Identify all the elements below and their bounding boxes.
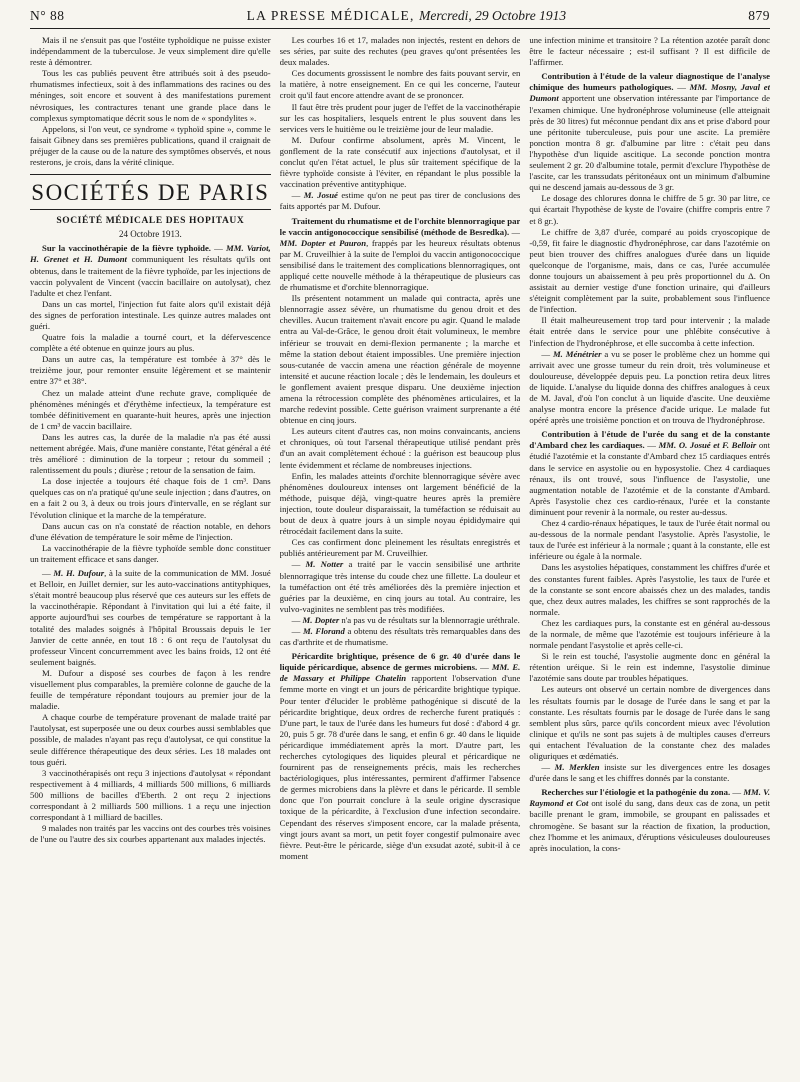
article-entry: Péricardite brightique, présence de 6 gr. 40 d'urée dans le liquide péricardique, absence de germes microbiens. — MM. E. de Massary et Philippe Chatelin rapportent l'observation d'une femme morte en vingt et un jours de péricardite brightique typique. Pour tenter d'élucider le problème pathogénique si discuté de la péricardite brightique, deux ordres de recherche furent pratiqués : D'une part, le taux de l'urée dans les humeurs fut dosé : d'abord 4 gr. 20, puis 5 gr. 78 d'urée dans le sang, et enfin 6 gr. 40 dans le liquide péricardique immédiatement après la mort. D'autre part, les recherches cytologiques des liquides pleural et péricardique ne fournirent pas de renseignements précis, mais les recherches bactériologiques, plus intéressantes, permirent d'affirmer l'absence de germes microbiens dans la plèvre et dans le péricarde. Il semble donc que l'on pourrait conclure à la seule origine dyscrasique toxique de la péricardite, à l'exclusion d'une infection secondaire. Cependant des réserves s'imposent encore, car la malade présenta, vingt jours avant sa mort, un petit foyer congestif pulmonaire avec fièvre. Peut-être le péricarde, siège d'un exsudat azoté, subit-il à ce moment — [279, 651, 521, 861]
text-columns — [30, 35, 770, 1075]
section-title: SOCIÉTÉS DE PARIS — [31, 180, 270, 206]
article-entry: — M. Ménétrier a vu se poser le problème chez un homme qui arrivait avec une grosse tumeur du rein droit, très volumineuse et douloureuse, développée depuis peu. La ponction retira deux litres de liquide. L'analyse du liquide donna des chiffres analogues à ceux de M. Javal, d'où l'on conclut à un liquide d'ascite. Une deuxième analyse montra encore la présence d'acide urique. Le malade fut opéré après une troisième ponction et on trouva de l'hydronéphrose. — [529, 348, 771, 426]
paragraph: A chaque courbe de température provenant de malade traité par l'autolysat, est superposée une ou deux courbes aussi semblables que possible, de malades n'ayant pas reçu d'autolysat, ce qui constitue la seule différence thérapeutique des deux séries. Les 18 malades ont tous guéri. — [30, 712, 271, 767]
article-authors: M. Notter — [305, 559, 344, 570]
article-entry: Contribution à l'étude de l'urée du sang et de la constante d'Ambard chez les cardiaques. — MM. O. Josué et F. Belloir ont étudié l'azotémie et la constante d'Ambard chez 15 cardiaques entrés dans le service en asystolie ou en hyposystolie. Chez 4 cardiaques rénaux, ils ont trouvé, sous l'influence de l'asystolie, une augmentation notable de l'azotémie et de la constante d'Ambard. Après l'asystolie chez ces cardio-rénaux, l'urée et la constante diminuent pour revenir à la normale, ou rester au-dessus. — [529, 429, 771, 517]
paragraph: Si le rein est touché, l'asystolie augmente donc en général la rétention uréique. Si le rein est indemne, l'asystolie diminue l'azotémie sans doute par troubles hépatiques. — [529, 651, 771, 684]
paragraph: Tous les cas publiés peuvent être attribués soit à des pseudo-rhumatismes infectieux, soit à des inflammations des racines ou des méninges, soit encore et souvent à des manifestations purement névrosiques, les contractures tenant une grande place dans le complexus symptomatique décrit sous le nom de « spondylites ». — [30, 68, 271, 123]
article-authors: M. Ménétrier — [552, 348, 602, 359]
column-middle — [280, 35, 521, 1075]
article-text: ont étudié l'azotémie et la constante d'Ambard chez 15 cardiaques entrés dans le service en asystolie ou en hyposystolie. Chez 4 cardiaques rénaux, ils ont trouvé, sous l'influence de l'asystolie, une augmentation notable de l'azotémie et de la constante d'Ambard. Après l'asystolie chez ces cardio-rénaux, l'urée et la constante diminuent pour revenir à la normale, ou rester au-dessus. — [529, 440, 771, 517]
article-title: Contribution à l'étude de l'urée du sang et de la constante d'Ambard chez les cardiaques. — [529, 429, 771, 451]
article-authors: MM. Mosny, Javal et Dumont — [529, 82, 771, 104]
article-text: estime qu'on ne peut pas tirer de conclusions des faits apportés par M. Dufour. — [279, 190, 521, 212]
article-entry: — M. H. Dufour, à la suite de la communication de MM. Josué et Belloir, en Juillet dernier, sur les auto-vaccinations antityphiques, s'était montré beaucoup plus réservé que ces auteurs sur les effets de la vaccinothérapie. Répondant à l'invitation qui lui a été faite, il apporte aujourd'hui ses courbes de température se rapportant à la totalité des malades soignés à l'hôpital Broussais depuis le 1er Janvier de cette année, en tout 18 : 6 ont reçu de l'autolysat du professeur Vincent concurremment avec les bains froids, 12 ont été seulement baignés. — [30, 568, 271, 667]
article-text: a obtenu des résultats très remarquables dans des cas d'arthrite et de rhumatisme. — [279, 625, 521, 648]
paragraph: Appelons, si l'on veut, ce syndrome « typhoïd spine », comme le faisait Gibney dans ses premières publications, quand il craignait de préjuger de la cause ou de la nature des symptômes observés, et nous resterons, je crois, dans la vérité clinique. — [30, 123, 271, 168]
paragraph: Dans les asystolies hépatiques, constamment les chiffres d'urée et des constantes furent faibles. Après l'asystolie, les taux de l'urée et de la constante se sont encore abaissés chez un des malades, tandis que, chez deux autres malades, les chiffres se sont rapprochés de la normale. — [529, 562, 771, 617]
paragraph: M. Dufour confirme absolument, après M. Vincent, le gonflement de la rate consécutif aux injections d'autolysat, et il conclut qu'en l'état actuel, le plus sûr traitement spécifique de la fièvre typhoïde consiste à l'éviter, en répandant le plus possible la vaccination préventive antityphique. — [279, 134, 521, 190]
article-authors: MM. O. Josué et F. Belloir — [658, 440, 757, 451]
paragraph: Les courbes 16 et 17, malades non injectés, restent en dehors de ses séries, par suite des rechutes (peu graves qu'ont présentées les deux malades. — [279, 35, 521, 68]
article-text: rapportent l'observation d'une femme morte en vingt et un jours de péricardite brightique typique. Pour tenter d'élucider le problème pathogénique si discuté de la péricardite brightique, deux ordres de recherche furent pratiqués : D'une part, le taux de l'urée dans les humeurs fut dosé : d'abord 4 gr. 20, puis 5 gr. 78 d'urée dans le sang, et enfin 6 gr. 40 dans le liquide péricardique immédiatement après la mort. D'autre part, les recherches cytologiques des liquides pleural et péricardique ne fournirent pas de renseignements précis, mais les recherches bactériologiques, plus intéressantes, permirent d'affirmer l'absence de germes microbiens dans la plèvre et dans le péricarde. Il semble donc que l'on pourrait conclure à la seule origine dyscrasique toxique de la péricardite, à l'exclusion d'une infection secondaire. Cependant des réserves s'imposent encore, car la malade présenta, vingt jours avant sa mort, un petit foyer congestif pulmonaire avec fièvre. Peut-être le péricarde, siège d'un exsudat azoté, subit-il à ce moment — [279, 673, 521, 861]
paragraph: Dans un autre cas, la température est tombée à 37° dès le treizième jour, pour remonter ensuite légèrement et se maintenir entre 37° et 38°. — [30, 354, 271, 387]
article-entry: Contribution à l'étude de la valeur diagnostique de l'analyse chimique des humeurs pathologiques. — MM. Mosny, Javal et Dumont apportent une observation intéressante par l'importance de l'examen chimique. Une hydronéphrose volumineuse (elle atteignait près de 30 litres) fut méconnue pendant dix ans et prise d'abord pour une péritonite tuberculeuse, puis pour une ascite. La première ponction montra 8 gr. d'albumine par litre : c'était peu dans l'hypothèse d'un liquide ascitique. La seconde ponction montra seulement 2 gr. 20 d'albumine totale, permit d'exclure l'hypothèse de l'ascite, car les transsudats péritonéaux ont un minimum d'albumine qui ne descend jamais au-dessous de 3 gr. — [529, 71, 771, 193]
article-authors: M. Dopter — [302, 614, 340, 625]
article-entry: — M. Notter a traité par le vaccin sensibilisé une arthrite blennorragique très intense du coude chez une fillette. La douleur et la tuméfaction ont été très améliorées dès la première injection et guéries par la deuxième, en cinq jours au total. Au contraire, les vulvo-vaginites ne semblent pas très modifiées. — [279, 559, 521, 614]
article-text: communiquent les résultats qu'ils ont obtenus, dans le traitement de la fièvre typhoïde, par les injections de vaccin polyvalent de Vincent (vaccin bacillaire on autolysat), chez l'adulte et chez l'enfant. — [30, 254, 271, 298]
paragraph: une infection minime et transitoire ? La rétention azotée paraît donc être le facteur nécessaire ; est-il suffisant ? Il est difficile de l'affirmer. — [529, 35, 771, 68]
article-entry: Traitement du rhumatisme et de l'orchite blennorragique par le vaccin antigonococcique sensibilisé (méthode de Besredka). — MM. Dopter et Pauron, frappés par les heureux résultats obtenus par M. Cruveilhier à la suite de l'emploi du vaccin antigonococcique sensibilisé dans le traitement des complications blennorragiques, ont appliqué cette nouvelle méthode à la thérapeutique de plusieurs cas de rhumatisme et d'orchite blennorragique. — [279, 215, 521, 293]
paragraph: Dans un cas mortel, l'injection fut faite alors qu'il existait déjà des signes de perforation intestinale. Les quinze autres malades ont guéri. — [30, 298, 271, 331]
article-text: n'a pas vu de résultats sur la blennorragie uréthrale. — [341, 614, 520, 625]
paragraph: Dans aucun cas on n'a constaté de réaction notable, en dehors d'une élévation de température le soir même de l'injection. — [30, 520, 271, 542]
article-title: Recherches sur l'étiologie et la pathogénie du zona. — [541, 787, 731, 798]
paragraph: Il était malheureusement trop tard pour intervenir ; la malade était entrée dans le service pour une phlébite consécutive à l'infection de l'hydronéphrose, et elle succomba à cette infection. — [529, 315, 771, 348]
article-authors: M. H. Dufour — [53, 568, 105, 579]
paragraph: Chez 4 cardio-rénaux hépatiques, le taux de l'urée était normal ou au-dessous de la normale pendant l'asystolie. Après l'asystolie, le taux de l'urée est inférieur à la normale ; quant à la constante, elle est inférieure ou égale à la normale. — [529, 518, 771, 562]
paragraph: Ces documents grossissent le nombre des faits pouvant servir, en la matière, à notre enseignement. En ce qui les concerne, l'auteur croit qu'il faut encore attendre avant de se prononcer. — [279, 68, 521, 101]
section-rule — [30, 209, 271, 210]
article-text: ont isolé du sang, dans deux cas de zona, un petit bacille prenant le gram, immobile, se groupant en palissades et chromogène. Se basant sur la réaction de fixation, la production, chez l'homme et les animaux, d'éruptions vésiculeuses douloureuses après inoculation, la cons- — [529, 798, 771, 853]
paragraph: Les auteurs ont observé un certain nombre de divergences dans les résultats fournis par le dosage de l'urée dans le sang et par la constante. Les résultats fournis par le dosage de l'urée dans le sang semblent plus sûrs, parce qu'ils concordent mieux avec l'évolution clinique et qu'ils ne sont pas sujets à de multiples causes d'erreurs qui entachent l'évaluation de la constante chez des malades oliguriques et œdématiés. — [529, 684, 771, 761]
article-entry: Recherches sur l'étiologie et la pathogénie du zona. — MM. V. Raymond et Cot ont isolé du sang, dans deux cas de zona, un petit bacille prenant le gram, immobile, se groupant en palissades et chromogène. Se basant sur la réaction de fixation, la production, chez l'homme et les animaux, d'éruptions vésiculeuses douloureuses après inoculation, la cons- — [529, 787, 771, 853]
article-text: , frappés par les heureux résultats obtenus par M. Cruveilhier à la suite de l'emploi du vaccin antigonococcique sensibilisé dans le traitement des complications blennorragiques, ont appliqué cette nouvelle méthode à la thérapeutique de plusieurs cas de rhumatisme et d'orchite blennorragique. — [279, 237, 521, 293]
article-entry: — M. Merklen insiste sur les divergences entre les dosages d'urée dans le sang et les chiffres donnés par la constante. — [529, 762, 771, 784]
session-date: 24 Octobre 1913. — [118, 229, 182, 240]
paragraph: M. Dufour a disposé ses courbes de façon à les rendre visuellement plus comparables, la première colonne de gauche de la feuille de température répondant toujours au premier jour de la maladie. — [30, 667, 271, 712]
article-title: Traitement du rhumatisme et de l'orchite blennorragique par le vaccin antigonococcique sensibilisé (méthode de Besredka). — [279, 215, 521, 237]
journal-title: LA PRESSE MÉDICALE, — [246, 8, 415, 23]
issue-date: Mercredi, 29 Octobre 1913 — [419, 8, 567, 23]
running-header — [30, 8, 770, 29]
paragraph: Quatre fois la maladie a tourné court, et la défervescence complète a été obtenue en quinze jours au plus. — [30, 332, 271, 354]
paragraph: Les auteurs citent d'autres cas, non moins convaincants, anciens et chroniques, où tout l'arsenal thérapeutique utilisé pendant près d'un an avait complètement échoué : la guérison est beaucoup plus lente évidemment et réclame de nombreuses injections. — [279, 426, 521, 470]
article-text: a vu se poser le problème chez un homme qui arrivait avec une grosse tumeur du rein droit, très volumineuse et douloureuse, développée depuis peu. La ponction retira deux litres de liquide. L'analyse du liquide donna des chiffres analogues à ceux de M. Javal, d'où l'on conclut à un liquide d'ascite. Une deuxième analyse montra encore la présence d'acide urique. Le malade fut opéré après une troisième ponction et on trouva de l'hydronéphrose. — [529, 348, 771, 426]
section-rule — [30, 174, 271, 175]
journal-masthead — [247, 8, 567, 24]
paragraph: Chez un malade atteint d'une rechute grave, compliquée de phénomènes méningés et d'érythème infectieux, la température est tombée définitivement en quarante-huit heures, après une injection de 1 cm³ de vaccin bacillaire. — [30, 387, 271, 431]
article-authors: MM. E. de Massary et Philippe Chatelin — [279, 662, 521, 684]
society-title: SOCIÉTÉ MÉDICALE DES HOPITAUX — [56, 216, 245, 227]
article-title: Contribution à l'étude de la valeur diagnostique de l'analyse chimique des humeurs pathologiques. — [529, 71, 771, 93]
article-authors: MM. Dopter et Pauron — [279, 237, 367, 248]
paragraph: La vaccinothérapie de la fièvre typhoïde semble donc constituer un traitement efficace et sans danger. — [30, 542, 271, 564]
article-entry: — M. Dopter n'a pas vu de résultats sur la blennorragie uréthrale. — [291, 614, 520, 625]
paragraph: La dose injectée a toujours été chaque fois de 1 cm³. Dans quelques cas on n'a pratiqué qu'une seule injection ; dans d'autres, on en a fait 2 ou 3, à deux ou trois jours d'intervalle, en se réglant sur l'évolution clinique et la marche de la température. — [30, 476, 271, 520]
paragraph: 3 vaccinothérapisés ont reçu 3 injections d'autolysat « répondant respectivement à 4 milliards, 4 milliards 500 millions, 6 milliards 500 millions de bacilles d'Eberth. 2 ont reçu 2 injections correspondant à 2 milliards 500 millions. 1 a reçu une injection correspondant à 1 milliard de bacilles. — [30, 767, 271, 823]
article-entry: — M. Florand a obtenu des résultats très remarquables dans des cas d'arthrite et de rhumatisme. — [279, 625, 521, 648]
article-authors: M. Merklen — [554, 762, 600, 773]
article-title: Péricardite brightique, présence de 6 gr. 40 d'urée dans le liquide péricardique, absence de germes microbiens. — [279, 651, 521, 673]
paragraph: Il faut être très prudent pour juger de l'effet de la vaccinothérapie sur les cas hospitaliers, lesquels entrent le plus souvent dans les services vers le huitième ou le treizième jour de leur maladie. — [279, 101, 521, 134]
page-number: 879 — [748, 8, 770, 23]
paragraph: Ils présentent notamment un malade qui contracta, après une blennorragie assez sévère, un rhumatisme du genou droit et des chevilles. Aucun traitement n'avait encore pu agir. Quand le malade entra au Val-de-Grâce, le genou droit était volumineux, le membre inférieur se trouvait en demi-flexion permanente ; la marche et même la station debout étaient impossibles. Une première injection sous-cutanée de vaccin amena une réaction générale de moyenne intensité et aucune réaction locale ; dès le lendemain, les douleurs et le gonflement avaient presque disparu. Une deuxième injection amena la rétrocession complète des phénomènes articulaires, et la marche redevint possible. Cette guérison vraiment surprenante a été obtenue en cinq jours. — [279, 293, 521, 426]
article-text: a traité par le vaccin sensibilisé une arthrite blennorragique très intense du coude chez une fillette. La douleur et la tuméfaction ont été très améliorées dès la première injection et guéries par la deuxième, en cinq jours au total. Au contraire, les vulvo-vaginites ne semblent pas très modifiées. — [279, 559, 521, 614]
column-right — [529, 35, 770, 1075]
article-entry: — M. Josué estime qu'on ne peut pas tirer de conclusions des faits apportés par M. Dufour. — [279, 190, 521, 212]
paragraph: Ces cas confirment donc pleinement les résultats enregistrés et publiés antérieurement par M. Cruveilhier. — [279, 537, 521, 559]
article-text: insiste sur les divergences entre les dosages d'urée dans le sang et les chiffres donnés par la constante. — [529, 762, 771, 784]
article-authors: M. Josué — [303, 190, 338, 201]
paragraph: 9 malades non traités par les vaccins ont des courbes très voisines de l'une ou l'autre des six courbes appartenant aux malades injectés. — [30, 823, 271, 845]
issue-number: N° 88 — [30, 8, 65, 23]
article-entry: Sur la vaccinothérapie de la fièvre typhoïde. — MM. Variot, H. Grenet et H. Dumont communiquent les résultats qu'ils ont obtenus, dans le traitement de la fièvre typhoïde, par les injections de vaccin polyvalent de Vincent (vaccin bacillaire on autolysat), chez l'adulte et chez l'enfant. — [30, 243, 271, 298]
article-text: , à la suite de la communication de MM. Josué et Belloir, en Juillet dernier, sur les auto-vaccinations antityphiques, s'était montré beaucoup plus réservé que ces auteurs sur les effets de la vaccinothérapie. Répondant à l'invitation qui lui a été faite, il apporte aujourd'hui ses courbes de température se rapportant à la totalité des malades soignés à l'hôpital Broussais depuis le 1er Janvier de cette année, en tout 18 : 6 ont reçu de l'autolysat du professeur Vincent concurremment avec les bains froids, 12 ont été seulement baignés. — [30, 568, 271, 667]
paragraph: Mais il ne s'ensuit pas que l'ostéite typhoïdique ne puisse exister indépendamment de la tuberculose. Je veux simplement dire qu'elle reste à démontrer. — [30, 35, 271, 68]
paragraph: Le dosage des chlorures donna le chiffre de 5 gr. 30 par litre, ce qui écartait l'hypothèse de kyste de l'ovaire (chiffre compris entre 7 et 8 gr.). — [529, 193, 771, 226]
article-title: Sur la vaccinothérapie de la fièvre typhoïde. — [42, 243, 211, 254]
paragraph: Dans les autres cas, la durée de la maladie n'a pas été aussi nettement abrégée. Mais, d'une manière constante, l'état général a été très amélioré : diminution de la torpeur ; retour du sommeil ; ralentissement du pouls ; diurèse ; retour de la sensation de faim. — [30, 431, 271, 476]
paragraph: Enfin, les malades atteints d'orchite blennorragique sévère avec phénomènes douloureux intenses ont largement bénéficié de la méthode, puisque déjà, vingt-quatre heures après la première injection, toute douleur disparaissait, la tuméfaction se réduisait au bout de deux à quatre jours à un simple noyau épididymaire qui rétrocédait facilement dans la suite. — [279, 470, 521, 537]
article-text: apportent une observation intéressante par l'importance de l'examen chimique. Une hydronéphrose volumineuse (elle atteignait près de 30 litres) fut méconnue pendant dix ans et prise d'abord pour une péritonite tuberculeuse, puis pour une ascite. La première ponction montra 8 gr. d'albumine par litre : c'était peu dans l'hypothèse d'un liquide ascitique. La seconde ponction montra seulement 2 gr. 20 d'albumine totale, permit d'exclure l'hypothèse de l'ascite, car les transsudats péritonéaux ont un minimum d'albumine qui ne descend jamais au-dessous de 3 gr. — [529, 93, 771, 193]
article-authors: MM. Variot, H. Grenet et H. Dumont — [30, 243, 271, 265]
paragraph: Chez les cardiaques purs, la constante est en général au-dessous de la normale, de même que l'azotémie est toujours inférieure à la normale pendant l'asystolie et après celle-ci. — [529, 617, 771, 651]
article-authors: M. Florand — [302, 625, 345, 636]
column-left — [30, 35, 271, 1075]
paragraph: Le chiffre de 3,87 d'urée, comparé au poids cryoscopique de -0,59, fit faire le diagnostic d'hydronéphrose, car dans l'azotémie on peut bien trouver des chiffres analogues d'urée dans un liquide quelconque de l'organisme, mais, dans ce cas, l'urée accumulée donne toujours un abaissement à peu près proportionnel du Δ. On assistait au dernier vestige d'une fonction urinaire, qui d'ailleurs s'éteignit complètement par la suite, probablement sous l'influence de l'infection. — [529, 226, 771, 315]
article-authors: MM. V. Raymond et Cot — [529, 787, 771, 809]
